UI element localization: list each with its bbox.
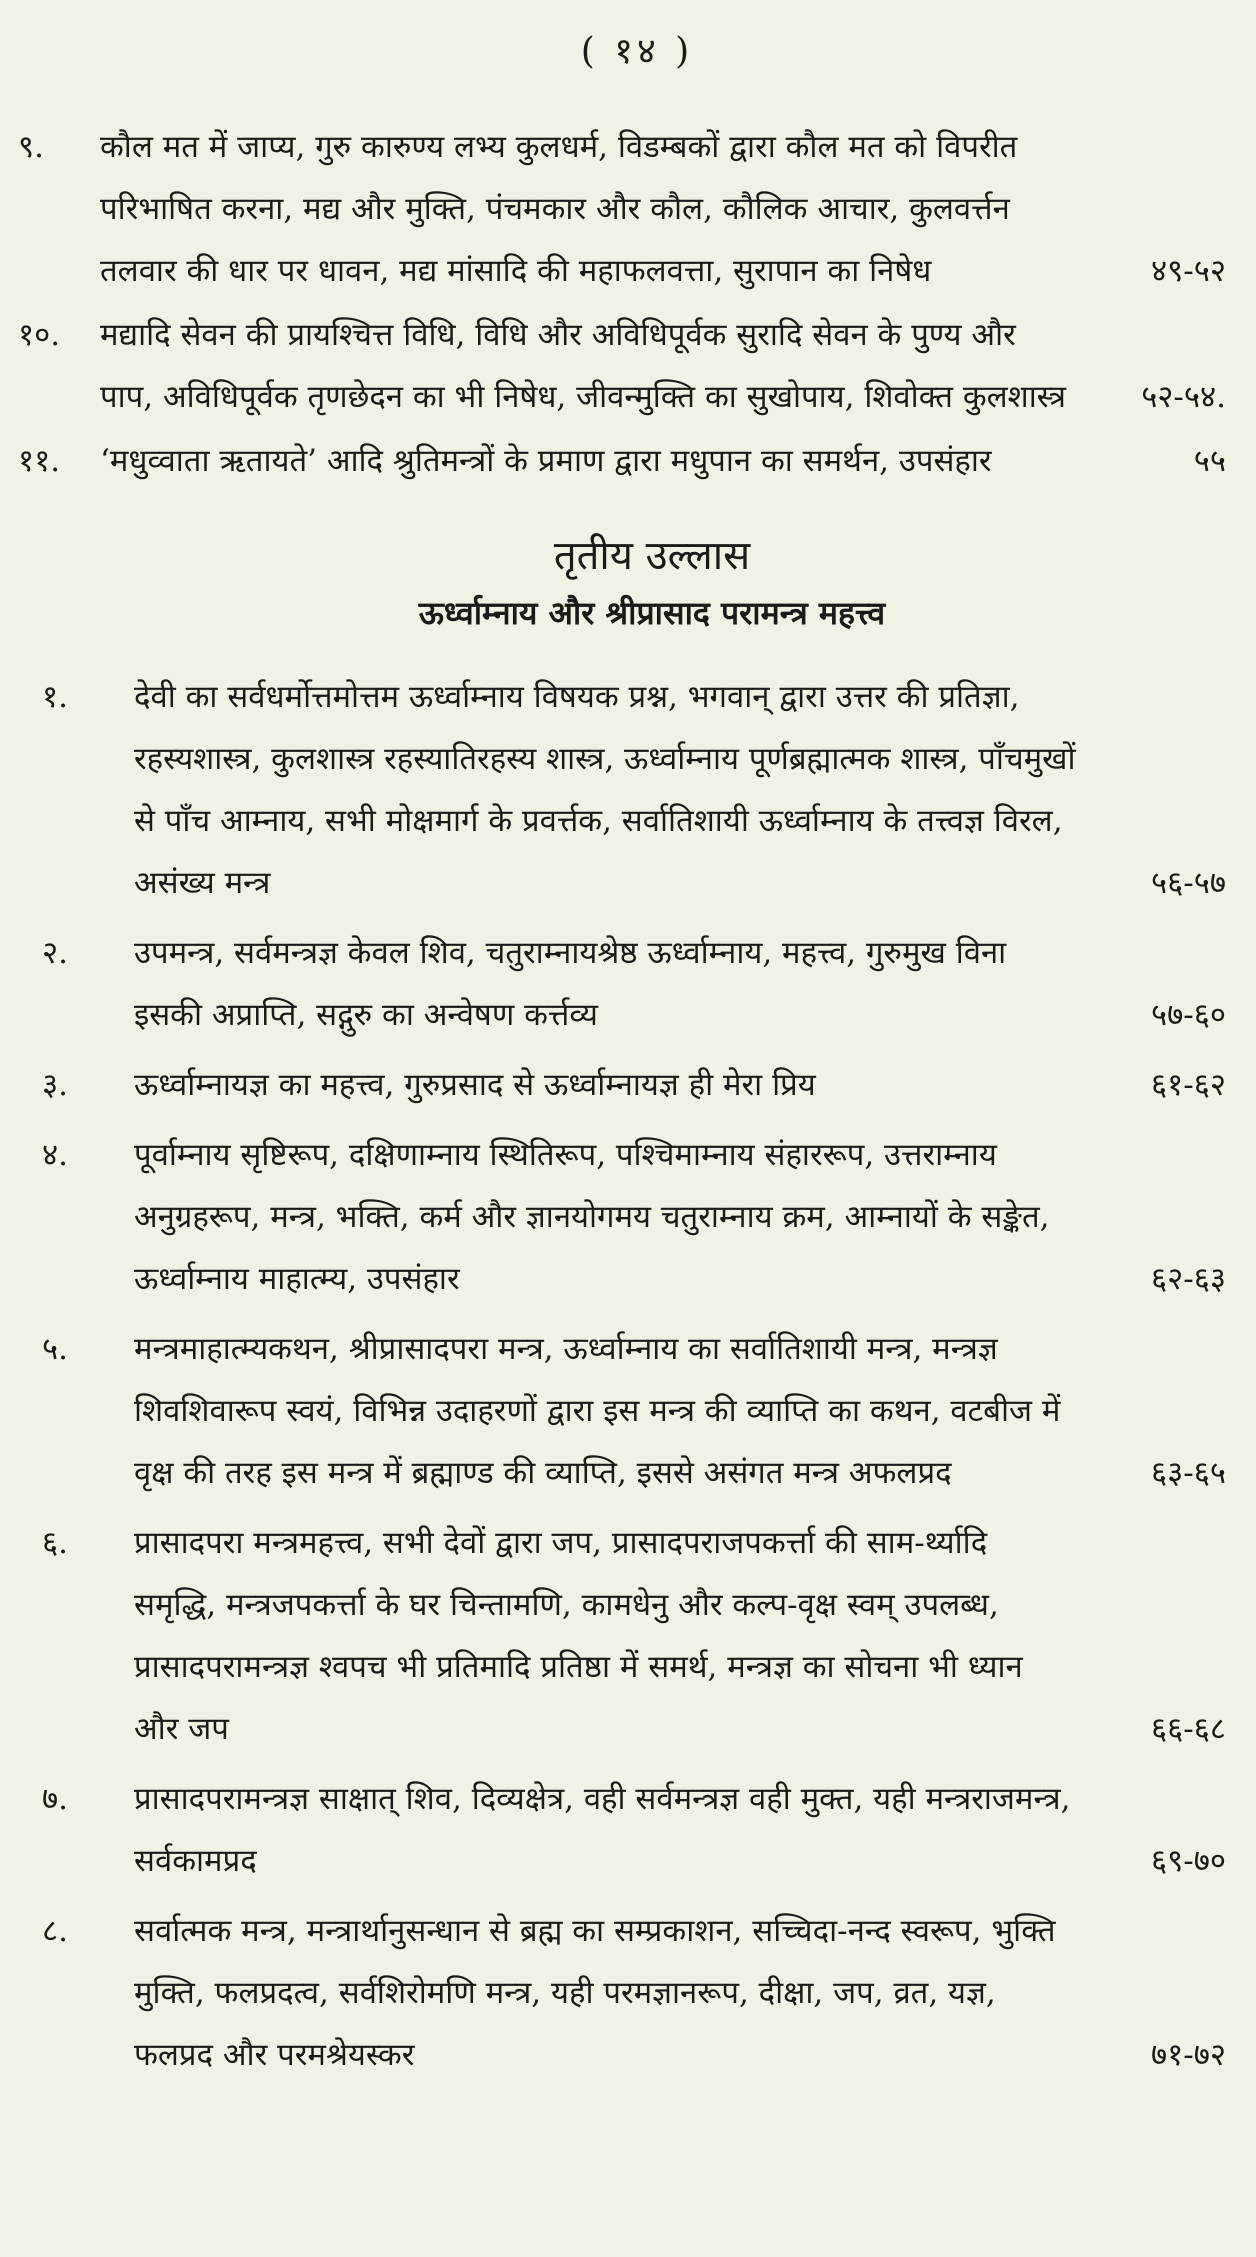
toc-entry — [18, 1768, 1226, 1892]
entry-number: २. — [42, 935, 68, 971]
entry-pages: ५५ — [1193, 443, 1226, 479]
entry-pages: ५६-५७ — [1151, 865, 1226, 901]
entry-number: १०. — [18, 317, 61, 353]
toc-entry — [18, 304, 1226, 428]
entry-pages: ६१-६२ — [1151, 1067, 1226, 1103]
entry-number: ९. — [18, 129, 44, 165]
entry-pages: ६३-६५ — [1151, 1455, 1226, 1491]
entry-text: प्रासादपरा मन्त्रमहत्त्व, सभी देवों द्वारा जप, प्रासादपराजपकर्त्ता की साम-र्थ्यादि समृद्धि, मन्त्रजपकर्त्ता के घर चिन्तामणि, कामधेनु और कल्प-वृक्ष स्वम् उपलब्ध, प्रासादपरामन्त्रज्ञ श्वपच भी प्रतिमादि प्रतिष्ठा में समर्थ, मन्त्रज्ञ का सोचना भी ध्यान और जप — [134, 1525, 1023, 1747]
entry-number: ६. — [42, 1525, 68, 1561]
toc-entry — [18, 666, 1226, 914]
entry-pages: ६६-६८ — [1151, 1711, 1226, 1747]
entry-number: ५. — [42, 1331, 68, 1367]
entry-text: कौल मत में जाप्य, गुरु कारुण्य लभ्य कुलधर्म, विडम्बकों द्वारा कौल मत को विपरीत परिभाषित करना, मद्य और मुक्ति, पंचमकार और कौल, कौलिक आचार, कुलवर्त्तन तलवार की धार पर धावन, मद्य मांसादि की महाफलवत्ता, सुरापान का निषेध — [100, 129, 1018, 289]
entry-number: ८. — [42, 1913, 68, 1949]
toc-entry — [18, 116, 1226, 302]
entry-pages: ५७-६० — [1151, 997, 1226, 1033]
entry-pages: ५२-५४. — [1141, 379, 1226, 415]
toc-entry — [18, 1054, 1226, 1116]
entry-text: पूर्वाम्नाय सृष्टिरूप, दक्षिणाम्नाय स्थितिरूप, पश्चिमाम्नाय संहाररूप, उत्तराम्नाय अनुग्रहरूप, मन्त्र, भक्ति, कर्म और ज्ञानयोगमय चतुराम्नाय क्रम, आम्नायों के सङ्केत, ऊर्ध्वाम्नाय माहात्म्य, उपसंहार — [134, 1137, 1050, 1297]
entry-text: देवी का सर्वधर्मोत्तमोत्तम ऊर्ध्वाम्नाय विषयक प्रश्न, भगवान् द्वारा उत्तर की प्रतिज्ञा, रहस्यशास्त्र, कुलशास्त्र रहस्यातिरहस्य शास्त्र, ऊर्ध्वाम्नाय पूर्णब्रह्मात्मक शास्त्र, पाँचमुखों से पाँच आम्नाय, सभी मोक्षमार्ग के प्रवर्त्तक, सर्वातिशायी ऊर्ध्वाम्नाय के तत्त्वज्ञ विरल, असंख्य मन्त्र — [134, 679, 1076, 901]
entry-pages: ७१-७२ — [1151, 2037, 1226, 2073]
entry-text: उपमन्त्र, सर्वमन्त्रज्ञ केवल शिव, चतुराम्नायश्रेष्ठ ऊर्ध्वाम्नाय, महत्त्व, गुरुमुख विना इसकी अप्राप्ति, सद्गुरु का अन्वेषण कर्त्तव्य — [134, 935, 1007, 1033]
entry-text: मद्यादि सेवन की प्रायश्चित्त विधि, विधि और अविधिपूर्वक सुरादि सेवन के पुण्य और पाप, अविधिपूर्वक तृणछेदन का भी निषेध, जीवन्मुक्ति का सुखोपाय, शिवोक्त कुलशास्त्र — [100, 317, 1066, 415]
entry-number: ४. — [42, 1137, 68, 1173]
contents-list-continued — [18, 116, 1226, 492]
entry-pages: ६९-७० — [1151, 1843, 1226, 1879]
contents-list — [18, 666, 1226, 2086]
entry-text: सर्वात्मक मन्त्र, मन्त्रार्थानुसन्धान से ब्रह्म का सम्प्रकाशन, सच्चिदा-नन्द स्वरूप, भुक्ति मुक्ति, फलप्रदत्व, सर्वशिरोमणि मन्त्र, यही परमज्ञानरूप, दीक्षा, जप, व्रत, यज्ञ, फलप्रद और परमश्रेयस्कर — [134, 1913, 1056, 2073]
section-subheading: ऊर्ध्वाम्नाय और श्रीप्रासाद परामन्त्र महत्त्व — [418, 594, 886, 632]
entry-pages: ४९-५२ — [1151, 253, 1226, 289]
entry-number: ३. — [42, 1067, 68, 1103]
entry-text: ऊर्ध्वाम्नायज्ञ का महत्त्व, गुरुप्रसाद से ऊर्ध्वाम्नायज्ञ ही मेरा प्रिय — [134, 1067, 816, 1103]
entry-number: १. — [42, 679, 68, 715]
entry-number: ११. — [18, 443, 61, 479]
toc-entry — [18, 1318, 1226, 1504]
entry-number: ७. — [42, 1781, 68, 1817]
toc-entry — [18, 922, 1226, 1046]
entry-pages: ६२-६३ — [1151, 1261, 1226, 1297]
entry-text: ‘मधुव्वाता ऋतायते’ आदि श्रुतिमन्त्रों के प्रमाण द्वारा मधुपान का समर्थन, उपसंहार — [100, 443, 992, 479]
toc-entry — [18, 1512, 1226, 1760]
section-heading: तृतीय उल्लास — [553, 533, 751, 579]
toc-entry — [18, 430, 1226, 492]
page-number: ( १४ ) — [580, 31, 694, 72]
toc-entry — [18, 1900, 1226, 2086]
toc-entry — [18, 1124, 1226, 1310]
entry-text: मन्त्रमाहात्म्यकथन, श्रीप्रासादपरा मन्त्र, ऊर्ध्वाम्नाय का सर्वातिशायी मन्त्र, मन्त्रज्ञ शिवशिवारूप स्वयं, विभिन्न उदाहरणों द्वारा इस मन्त्र की व्याप्ति का कथन, वटबीज में वृक्ष की तरह इस मन्त्र में ब्रह्माण्ड की व्याप्ति, इससे असंगत मन्त्र अफलप्रद — [134, 1331, 1061, 1491]
entry-text: प्रासादपरामन्त्रज्ञ साक्षात् शिव, दिव्यक्षेत्र, वही सर्वमन्त्रज्ञ वही मुक्त, यही मन्त्रराजमन्त्र, सर्वकामप्रद — [134, 1781, 1071, 1879]
